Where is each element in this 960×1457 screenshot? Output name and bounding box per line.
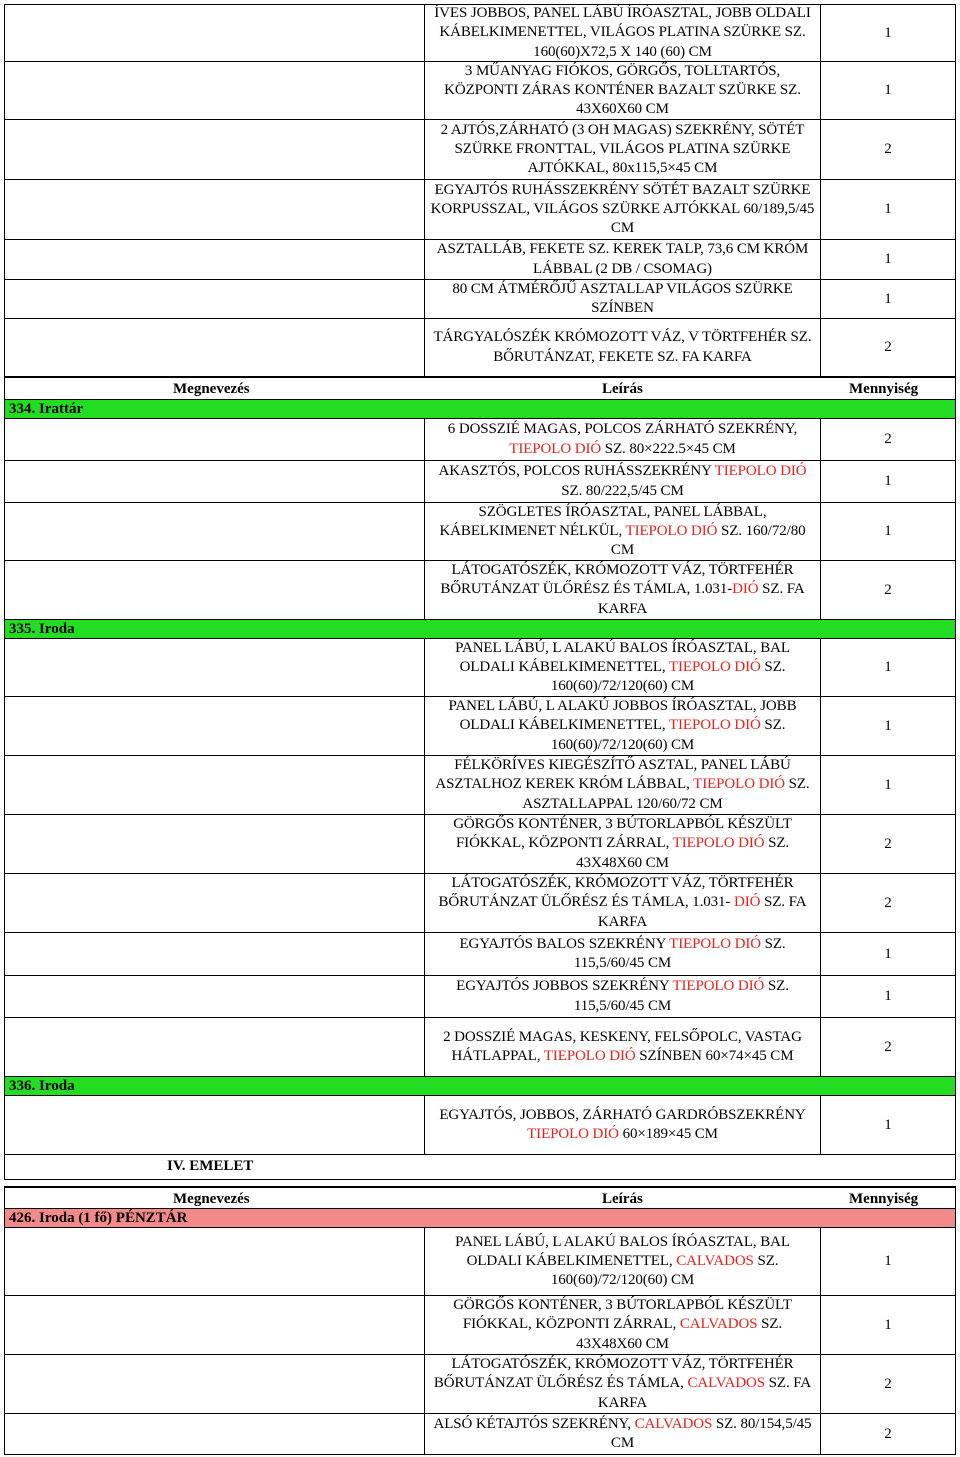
name-cell: [5, 461, 425, 502]
description-text: [429, 1415, 816, 1454]
table-row: [4, 756, 956, 815]
quantity-cell: 1: [884, 201, 892, 217]
description-text: [429, 935, 816, 974]
description-cell: [425, 180, 821, 239]
color-highlight: CALVADOS: [634, 1415, 713, 1432]
table-header: [4, 376, 956, 400]
description-fragment: SZ. 160(60)/72/120(60) CM: [550, 658, 786, 695]
description-cell: [425, 697, 821, 755]
header-qty-2: Mennyiség: [849, 1191, 919, 1207]
description-fragment: ALSÓ KÉTAJTÓS SZEKRÉNY,: [433, 1415, 635, 1432]
section-426: 426. Iroda (1 fő) PÉNZTÁR: [4, 1208, 956, 1228]
table-row: [4, 503, 956, 561]
description-fragment: SZ. 115,5/60/45 CM: [573, 978, 789, 1014]
quantity-cell: 1: [884, 1116, 892, 1133]
table-row: [4, 62, 956, 120]
description-cell: [425, 120, 821, 179]
quantity-cell: 1: [884, 290, 892, 307]
description-fragment: PANEL LÁBÚ, L ALAKÚ BALOS ÍRÓASZTAL, BAL OLDALI KÁBELKIMENETTEL,: [455, 639, 790, 675]
name-cell: [5, 874, 425, 932]
description-fragment: 6 DOSSZIÉ MAGAS, POLCOS ZÁRHATÓ SZEKRÉNY,: [447, 421, 798, 438]
description-text: [429, 977, 816, 1016]
description-text: [429, 756, 816, 814]
table-row: [4, 1018, 956, 1077]
description-fragment: SZ. FA KARFA: [597, 894, 807, 930]
color-highlight: TIEPOLO DIÓ: [625, 522, 718, 539]
description-text: [429, 874, 816, 932]
color-highlight: CALVADOS: [687, 1375, 766, 1392]
description-fragment: SZÍNBEN 60×74×45 CM: [635, 1048, 794, 1064]
description-fragment: SZ. 160(60)/72/120(60) CM: [550, 717, 786, 753]
table-row: [4, 1414, 956, 1455]
description-text: [429, 1106, 816, 1145]
description-fragment: TÁRGYALÓSZÉK KRÓMOZOTT VÁZ, V TÖRTFEHÉR SZ. BŐRUTÁNZAT, FEKETE SZ. FA KARFA: [433, 329, 812, 365]
description-cell: [425, 419, 821, 460]
name-cell: [5, 976, 425, 1017]
description-text: [429, 328, 816, 367]
table-row: [4, 461, 956, 503]
description-text: [429, 1296, 816, 1354]
description-fragment: 80 CM ÁTMÉRŐJŰ ASZTALLAP VILÁGOS SZÜRKE SZÍNBEN: [452, 280, 793, 316]
header-name: Megnevezés: [173, 381, 250, 397]
description-text: [429, 62, 816, 120]
name-cell: [5, 1096, 425, 1154]
description-fragment: SZ. 80/154,5/45 CM: [610, 1415, 812, 1451]
description-fragment: EGYAJTÓS RUHÁSSZEKRÉNY SÖTÉT BAZALT SZÜRKE KORPUSSZAL, VILÁGOS SZÜRKE AJTÓKKAL 60/189,5/45 CM: [430, 181, 815, 237]
table-row: [4, 1096, 956, 1155]
name-cell: [5, 639, 425, 696]
table-row: [4, 697, 956, 756]
table-row: [4, 280, 956, 319]
description-cell: [425, 5, 821, 61]
floor-row: [4, 1154, 956, 1180]
color-highlight: TIEPOLO DIÓ: [668, 658, 761, 675]
description-fragment: SZÖGLETES ÍRÓASZTAL, PANEL LÁBBAL, KÁBELKIMENET NÉLKÜL,: [439, 503, 767, 539]
quantity-cell: 1: [884, 945, 892, 962]
name-cell: [5, 280, 425, 318]
description-fragment: SZ. FA KARFA: [597, 581, 805, 617]
color-highlight: TIEPOLO DIÓ: [509, 440, 602, 457]
description-fragment: EGYAJTÓS BALOS SZEKRÉNY: [459, 935, 670, 952]
table-row: [4, 419, 956, 461]
description-text: [429, 280, 816, 319]
description-fragment: SZ. 160/72/80 CM: [610, 522, 806, 559]
description-text: [429, 462, 816, 501]
description-cell: [425, 639, 821, 696]
description-fragment: FÉLKÖRÍVES KIEGÉSZÍTŐ ASZTAL, PANEL LÁBÚ ASZTALHOZ KEREK KRÓM LÁBBAL,: [435, 757, 791, 793]
table-row: [4, 933, 956, 976]
color-highlight: TIEPOLO DIÓ: [693, 776, 785, 793]
color-highlight: CALVADOS: [679, 1316, 758, 1333]
color-highlight: DIÓ: [732, 581, 759, 598]
quantity-cell: 1: [884, 988, 892, 1004]
table-row: [4, 639, 956, 697]
table-row: [4, 976, 956, 1018]
table-row: [4, 561, 956, 620]
description-text: [429, 561, 816, 619]
name-cell: [5, 62, 425, 119]
description-fragment: GÖRGŐS KONTÉNER, 3 BÚTORLAPBÓL KÉSZÜLT FIÓKKAL, KÖZPONTI ZÁRRAL,: [453, 816, 792, 852]
description-fragment: 2 DOSSZIÉ MAGAS, KESKENY, FELSŐPOLC, VASTAG HÁTLAPPAL,: [443, 1028, 802, 1064]
name-cell: [5, 933, 425, 975]
description-text: [429, 815, 816, 873]
color-highlight: TIEPOLO DIÓ: [672, 835, 765, 852]
description-fragment: SZ. 43X48X60 CM: [576, 835, 790, 871]
quantity-cell: 1: [884, 523, 892, 539]
quantity-cell: 2: [884, 835, 892, 852]
description-fragment: SZ. 80×222.5×45 CM: [601, 440, 736, 457]
description-fragment: SZ. 43X48X60 CM: [576, 1316, 783, 1352]
color-highlight: DIÓ: [733, 894, 761, 911]
table-header-2: [4, 1186, 956, 1210]
table-row: [4, 240, 956, 280]
description-cell: [425, 62, 821, 119]
description-cell: [425, 280, 821, 318]
table-row: [4, 4, 956, 62]
description-fragment: SZ. 115,5/60/45 CM: [573, 935, 786, 971]
description-fragment: PANEL LÁBÚ, L ALAKÚ JOBBOS ÍRÓASZTAL, JOBB OLDALI KÁBELKIMENETTEL,: [448, 698, 797, 734]
description-cell: [425, 933, 821, 975]
header-desc-2: Leírás: [602, 1191, 643, 1207]
quantity-cell: 2: [884, 141, 892, 157]
description-cell: [425, 1296, 821, 1354]
description-text: [429, 1233, 816, 1291]
description-fragment: 3 MŰANYAG FIÓKOS, GÖRGŐS, TOLLTARTÓS, KÖZPONTI ZÁRAS KONTÉNER BAZALT SZÜRKE SZ. 43X60X60 CM: [444, 62, 801, 118]
quantity-cell: 1: [884, 717, 892, 734]
description-cell: [425, 976, 821, 1017]
table-row: [4, 1296, 956, 1355]
description-cell: [425, 1355, 821, 1413]
description-cell: [425, 815, 821, 873]
description-fragment: SZ. 160(60)/72/120(60) CM: [550, 1252, 779, 1289]
table-row: [4, 180, 956, 240]
name-cell: [5, 1414, 425, 1454]
quantity-cell: 2: [884, 1375, 892, 1392]
description-fragment: 60×189×45 CM: [618, 1126, 718, 1142]
description-text: [429, 181, 816, 239]
description-fragment: EGYAJTÓS, JOBBOS, ZÁRHATÓ GARDRÓBSZEKRÉNY: [439, 1106, 806, 1123]
name-cell: [5, 180, 425, 239]
color-highlight: TIEPOLO DIÓ: [543, 1048, 636, 1064]
description-fragment: ASZTALLÁB, FEKETE SZ. KEREK TALP, 73,6 CM KRÓM LÁBBAL (2 DB / CSOMAG): [436, 241, 809, 277]
name-cell: [5, 1355, 425, 1413]
description-fragment: LÁTOGATÓSZÉK, KRÓMOZOTT VÁZ, TÖRTFEHÉR BŐRUTÁNZAT ÜLŐRÉSZ ÉS TÁMLA, 1.031-: [440, 562, 794, 598]
description-fragment: AKASZTÓS, POLCOS RUHÁSSZEKRÉNY: [438, 463, 715, 480]
description-fragment: ÍVES JOBBOS, PANEL LÁBÚ ÍRÓASZTAL, JOBB OLDALI KÁBELKIMENETTEL, VILÁGOS PLATINA SZÜRKE SZ. 160(60)X72,5 X 140 (60) CM: [434, 5, 811, 60]
name-cell: [5, 561, 425, 619]
description-cell: [425, 503, 821, 560]
name-cell: [5, 1228, 425, 1295]
description-text: [429, 697, 816, 755]
description-text: [429, 240, 816, 279]
color-highlight: TIEPOLO DIÓ: [714, 463, 807, 480]
name-cell: [5, 1296, 425, 1354]
quantity-cell: 1: [884, 1316, 892, 1333]
name-cell: [5, 756, 425, 814]
name-cell: [5, 503, 425, 560]
quantity-cell: 2: [884, 339, 892, 355]
quantity-cell: 1: [884, 251, 892, 267]
section-335: 335. Iroda: [4, 619, 956, 639]
quantity-cell: 1: [884, 82, 892, 98]
name-cell: [5, 697, 425, 755]
quantity-cell: 1: [884, 776, 892, 793]
description-cell: [425, 461, 821, 502]
color-highlight: TIEPOLO DIÓ: [672, 978, 765, 995]
description-fragment: SZ. FA KARFA: [597, 1375, 812, 1411]
table-row: [4, 874, 956, 933]
description-fragment: SZ. 80/222,5/45 CM: [561, 482, 684, 499]
name-cell: [5, 5, 425, 61]
description-cell: [425, 561, 821, 619]
description-cell: [425, 1228, 821, 1295]
header-qty: Mennyiség: [849, 381, 919, 397]
description-text: [429, 4, 816, 62]
description-cell: [425, 1414, 821, 1454]
description-cell: [425, 240, 821, 279]
quantity-cell: 2: [884, 1038, 892, 1055]
description-text: [429, 503, 816, 561]
table-row: [4, 319, 956, 377]
quantity-cell: 2: [884, 894, 892, 911]
description-cell: [425, 756, 821, 814]
header-name-2: Megnevezés: [173, 1191, 250, 1207]
color-highlight: CALVADOS: [676, 1252, 754, 1269]
floor-label: IV. EMELET: [167, 1158, 254, 1174]
description-fragment: LÁTOGATÓSZÉK, KRÓMOZOTT VÁZ, TÖRTFEHÉR BŐRUTÁNZAT ÜLŐRÉSZ ÉS TÁMLA,: [433, 1356, 794, 1392]
description-fragment: LÁTOGATÓSZÉK, KRÓMOZOTT VÁZ, TÖRTFEHÉR BŐRUTÁNZAT ÜLŐRÉSZ ÉS TÁMLA, 1.031-: [438, 875, 794, 911]
name-cell: [5, 419, 425, 460]
quantity-cell: 2: [884, 1425, 892, 1442]
description-text: [429, 121, 816, 179]
description-fragment: GÖRGŐS KONTÉNER, 3 BÚTORLAPBÓL KÉSZÜLT FIÓKKAL, KÖZPONTI ZÁRRAL,: [453, 1297, 792, 1333]
table-row: [4, 1355, 956, 1414]
color-highlight: TIEPOLO DIÓ: [668, 717, 761, 734]
color-highlight: TIEPOLO DIÓ: [669, 935, 761, 952]
table-row: [4, 815, 956, 874]
description-text: [429, 639, 816, 697]
header-desc: Leírás: [602, 381, 643, 397]
description-cell: [425, 1018, 821, 1076]
name-cell: [5, 319, 425, 376]
description-text: [429, 1355, 816, 1413]
name-cell: [5, 815, 425, 873]
description-cell: [425, 319, 821, 376]
color-highlight: TIEPOLO DIÓ: [527, 1126, 619, 1142]
description-text: [429, 420, 816, 459]
quantity-cell: 2: [884, 581, 892, 598]
description-cell: [425, 874, 821, 932]
quantity-cell: 2: [884, 431, 892, 447]
description-fragment: SZ. ASZTALLAPPAL 120/60/72 CM: [522, 776, 810, 812]
description-cell: [425, 1096, 821, 1154]
quantity-cell: 1: [884, 659, 892, 675]
description-fragment: PANEL LÁBÚ, L ALAKÚ BALOS ÍRÓASZTAL, BAL OLDALI KÁBELKIMENETTEL,: [455, 1233, 790, 1269]
name-cell: [5, 240, 425, 279]
description-text: [429, 1028, 816, 1067]
name-cell: [5, 1018, 425, 1076]
table-row: [4, 120, 956, 180]
quantity-cell: 1: [884, 473, 892, 489]
description-fragment: 2 AJTÓS,ZÁRHATÓ (3 OH MAGAS) SZEKRÉNY, SÖTÉT SZÜRKE FRONTTAL, VILÁGOS PLATINA SZÜRKE AJTÓKKAL, 80x115,5×45 CM: [440, 121, 805, 177]
description-fragment: EGYAJTÓS JOBBOS SZEKRÉNY: [456, 978, 673, 995]
quantity-cell: 1: [884, 24, 892, 41]
section-336: 336. Iroda: [4, 1076, 956, 1096]
name-cell: [5, 120, 425, 179]
section-334: 334. Irattár: [4, 399, 956, 419]
quantity-cell: 1: [884, 1253, 892, 1269]
table-row: [4, 1228, 956, 1296]
